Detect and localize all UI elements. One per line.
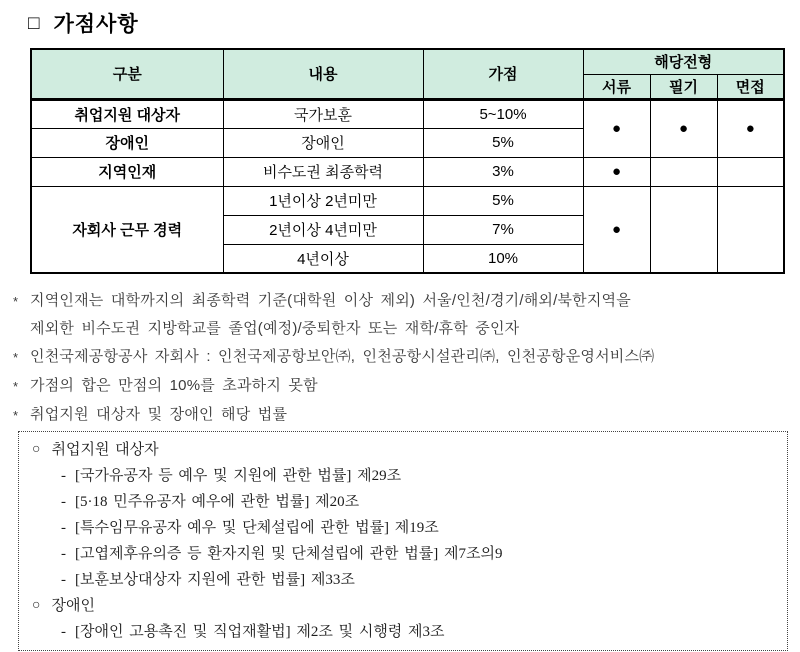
dash-icon: - — [61, 572, 66, 588]
document-check-dot: ● — [583, 157, 650, 186]
dash-icon: - — [61, 520, 66, 536]
content-cell: 4년이상 — [223, 244, 423, 273]
circle-bullet-icon: ○ — [32, 598, 41, 613]
written-check-dot — [650, 186, 717, 273]
points-cell: 3% — [423, 157, 583, 186]
bonus-points-table — [30, 48, 785, 274]
col-header-applicable: 해당전형 — [583, 49, 784, 74]
law-section-disabled — [32, 593, 777, 619]
footnote-line: 인천국제공항공사 자회사 : 인천국제공항보안㈜, 인천공항시설관리㈜, 인천공항운영서비스㈜ — [30, 348, 655, 365]
law-item — [32, 515, 777, 541]
page-title-text: 가점사항 — [53, 12, 139, 36]
content-cell: 비수도권 최종학력 — [223, 157, 423, 186]
square-bullet-icon: □ — [28, 12, 41, 34]
col-header-category: 구분 — [31, 49, 223, 99]
dash-icon: - — [61, 546, 66, 562]
law-item-text: [보훈보상대상자 지원에 관한 법률] 제33조 — [75, 572, 355, 588]
footnote-line: 지역인재는 대학까지의 최종학력 기준(대학원 이상 제외) 서울/인천/경기/해외/북한지역을 — [30, 292, 631, 309]
document-check-dot: ● — [583, 99, 650, 157]
footnote-line: 가점의 합은 만점의 10%를 초과하지 못함 — [30, 377, 318, 394]
interview-check-dot — [717, 186, 784, 273]
footnote-line: 제외한 비수도권 지방학교를 졸업(예정)/중퇴한자 또는 재학/휴학 중인자 — [30, 320, 520, 337]
footnote-points-cap — [13, 372, 795, 401]
law-reference-box — [18, 431, 788, 651]
written-check-dot: ● — [650, 99, 717, 157]
points-cell: 10% — [423, 244, 583, 273]
table-row — [31, 157, 784, 186]
law-item-text: [장애인 고용촉진 및 직업재활법] 제2조 및 시행령 제3조 — [75, 624, 445, 640]
law-section-employment-support — [32, 437, 777, 463]
footnote-applicable-laws — [13, 401, 795, 430]
interview-check-dot: ● — [717, 99, 784, 157]
law-item — [32, 541, 777, 567]
law-item-text: [특수임무유공자 예우 및 단체설립에 관한 법률] 제19조 — [75, 520, 439, 536]
law-section-title-text: 취업지원 대상자 — [51, 442, 159, 458]
interview-check-dot — [717, 157, 784, 186]
law-item-text: [고엽제후유의증 등 환자지원 및 단체설립에 관한 법률] 제7조의9 — [75, 546, 503, 562]
law-item — [32, 489, 777, 515]
asterisk-icon: * — [13, 379, 19, 394]
dash-icon: - — [61, 468, 66, 484]
dash-icon: - — [61, 494, 66, 510]
content-cell: 장애인 — [223, 128, 423, 157]
content-cell: 2년이상 4년미만 — [223, 215, 423, 244]
law-item-text: [국가유공자 등 예우 및 지원에 관한 법률] 제29조 — [75, 468, 402, 484]
category-cell: 취업지원 대상자 — [31, 99, 223, 128]
col-header-interview: 면접 — [717, 74, 784, 99]
law-item — [32, 619, 777, 645]
law-item-text: [5·18 민주유공자 예우에 관한 법률] 제20조 — [75, 494, 360, 510]
law-item — [32, 567, 777, 593]
category-cell: 지역인재 — [31, 157, 223, 186]
asterisk-icon: * — [13, 350, 19, 365]
law-item — [32, 463, 777, 489]
written-check-dot — [650, 157, 717, 186]
col-header-written: 필기 — [650, 74, 717, 99]
table-header-row — [31, 49, 784, 74]
asterisk-icon: * — [13, 294, 19, 309]
content-cell: 1년이상 2년미만 — [223, 186, 423, 215]
points-cell: 5% — [423, 186, 583, 215]
footnote-line: 취업지원 대상자 및 장애인 해당 법률 — [30, 406, 288, 423]
asterisk-icon: * — [13, 408, 19, 423]
footnote-regional-talent — [13, 287, 795, 343]
content-cell: 국가보훈 — [223, 99, 423, 128]
document-check-dot: ● — [583, 186, 650, 273]
points-cell: 7% — [423, 215, 583, 244]
page-title — [28, 8, 139, 38]
footnote-subsidiaries — [13, 343, 795, 372]
table-row — [31, 186, 784, 215]
points-cell: 5% — [423, 128, 583, 157]
category-cell: 장애인 — [31, 128, 223, 157]
table-row — [31, 99, 784, 128]
points-cell: 5~10% — [423, 99, 583, 128]
category-cell: 자회사 근무 경력 — [31, 186, 223, 273]
dash-icon: - — [61, 624, 66, 640]
col-header-points: 가점 — [423, 49, 583, 99]
law-section-title-text: 장애인 — [51, 598, 95, 614]
circle-bullet-icon: ○ — [32, 442, 41, 457]
footnotes — [13, 287, 795, 430]
col-header-content: 내용 — [223, 49, 423, 99]
col-header-document: 서류 — [583, 74, 650, 99]
